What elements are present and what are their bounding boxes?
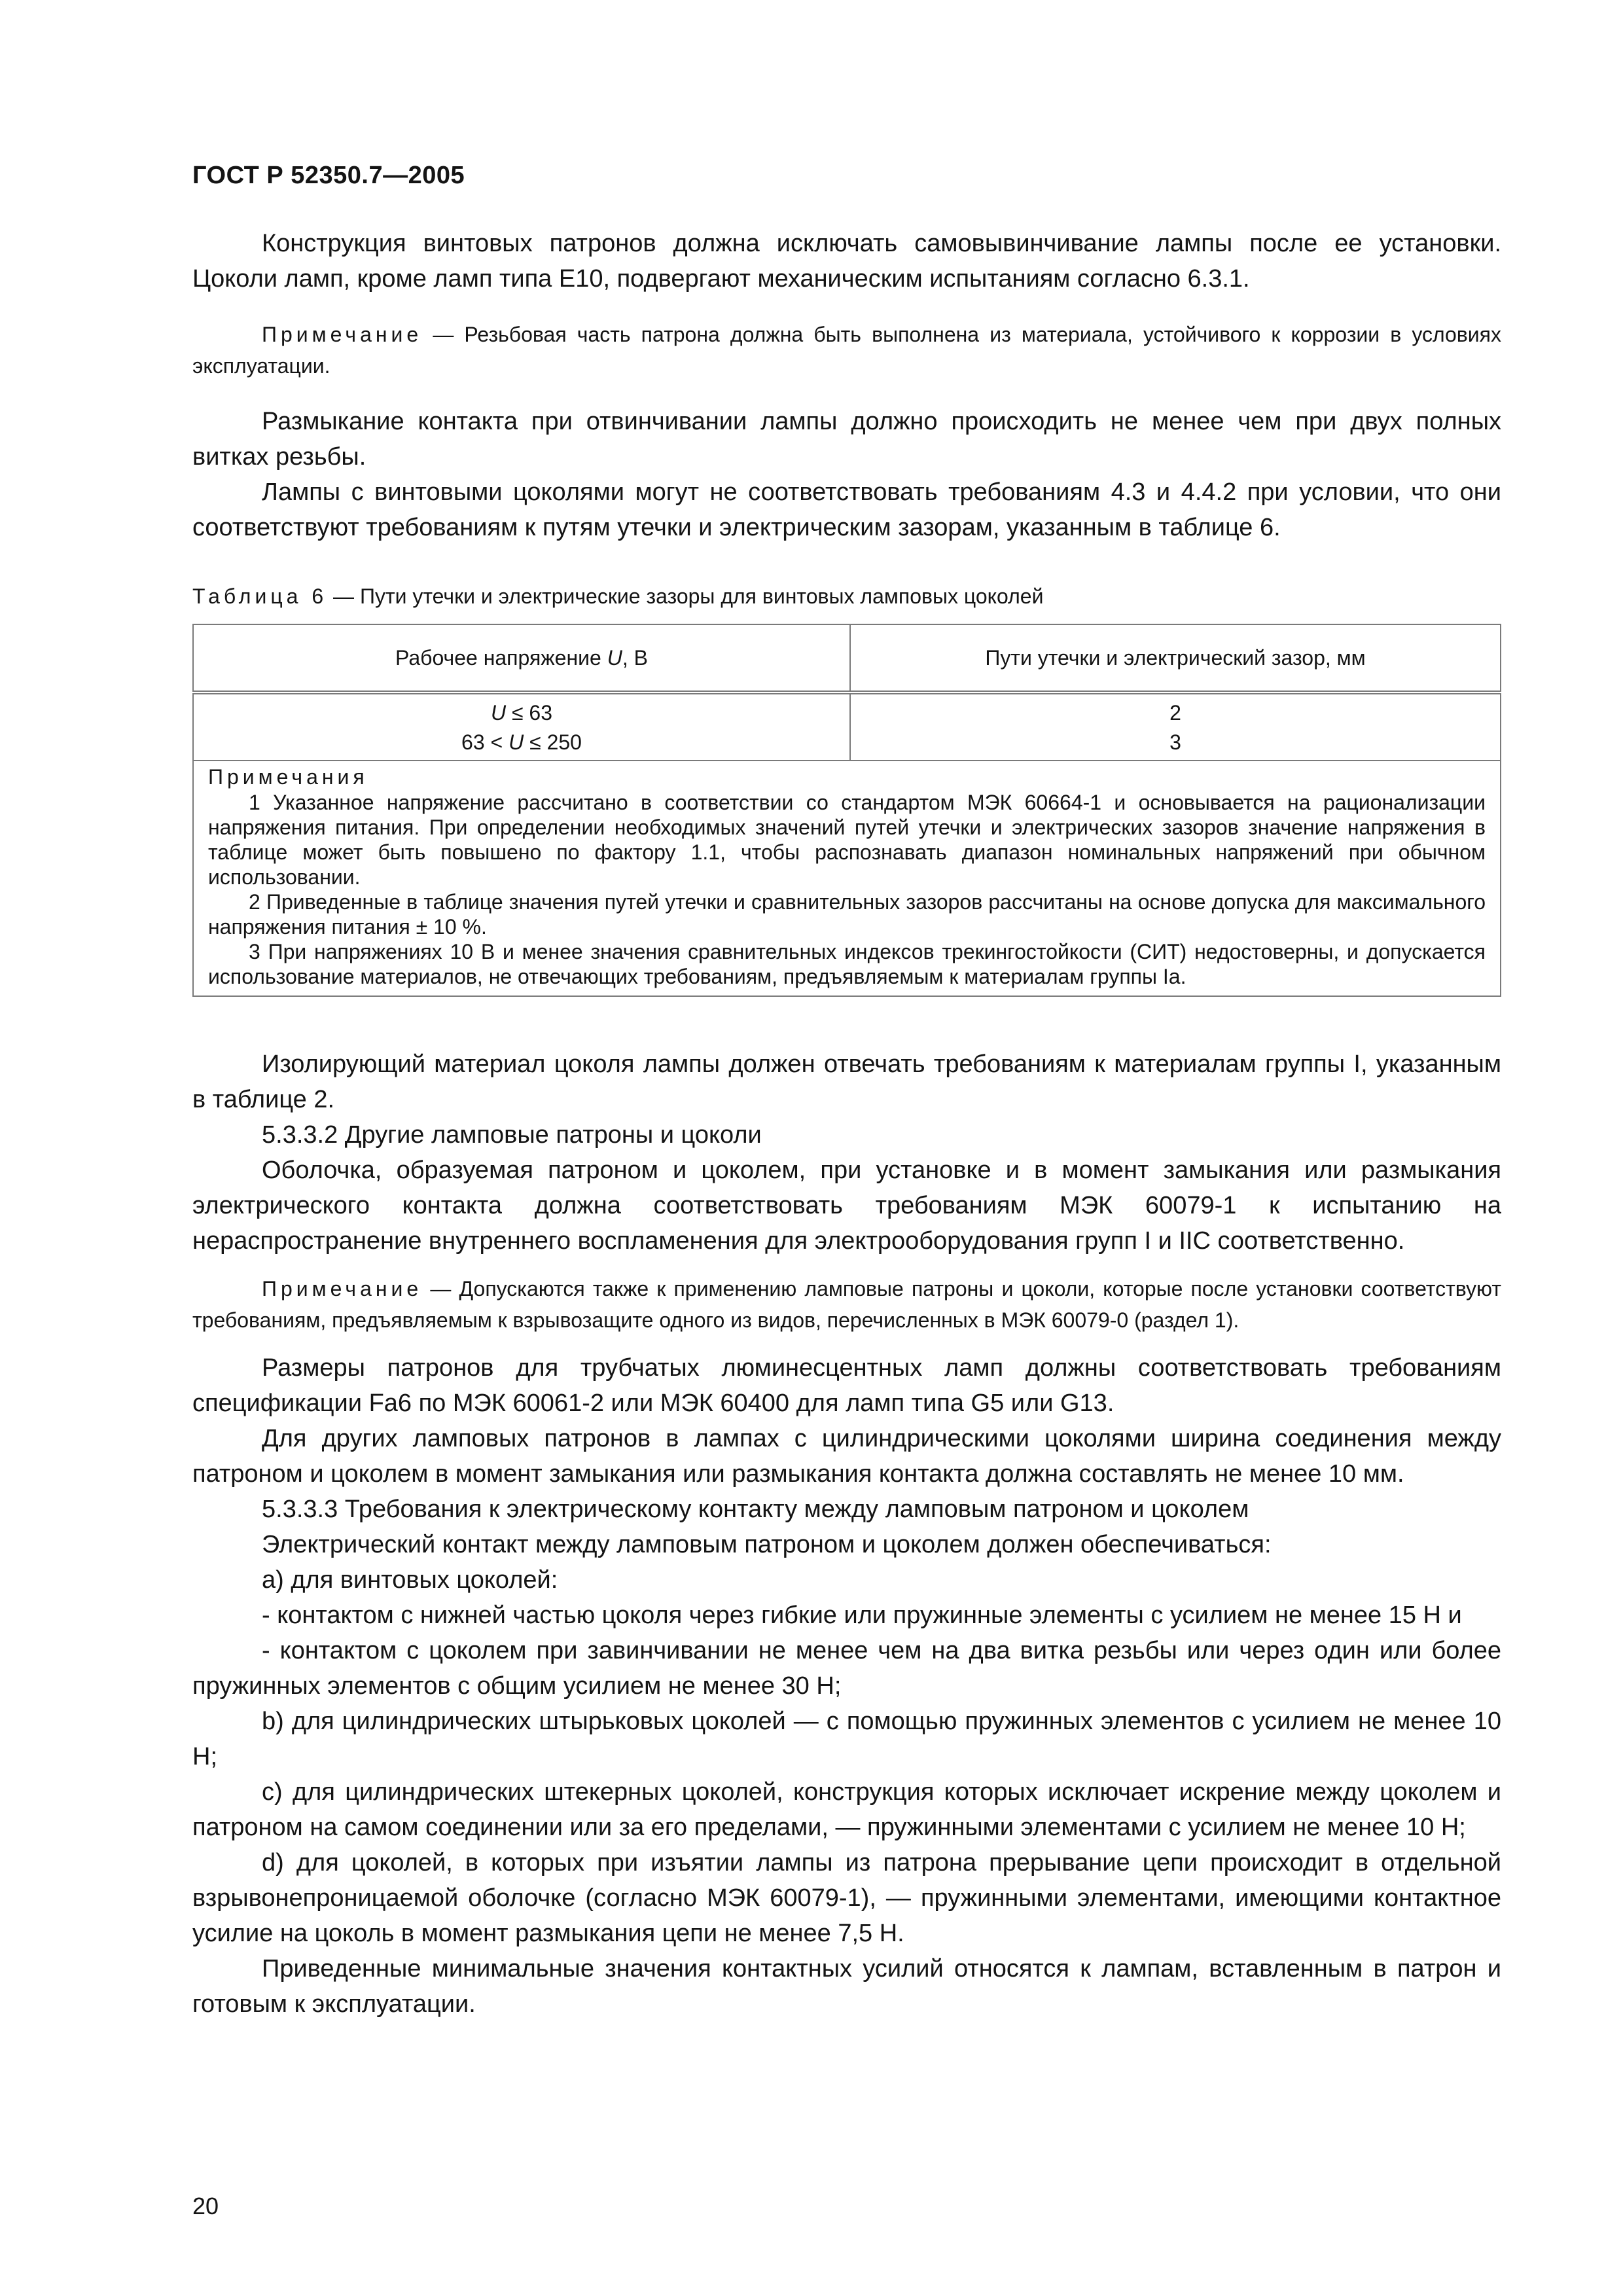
note — [192, 319, 1501, 382]
clearance-value: 3 — [1169, 730, 1181, 754]
table-notes-row — [193, 761, 1501, 996]
note-text: — Резьбовая часть патрона должна быть выполнена из материала, устойчивого к коррозии в условиях эксплуатации. — [192, 323, 1501, 378]
column-header-voltage: Рабочее напряжение U, В — [193, 624, 850, 692]
paragraph: Конструкция винтовых патронов должна исключать самовывинчивание лампы после ее установки. Цоколи ламп, кроме ламп типа Е10, подвергают механическим испытаниям согласно 6.3.1. — [192, 230, 1501, 293]
table-6 — [192, 624, 1501, 997]
list-item: - контактом с цоколем при завинчивании не менее чем на два витка резьбы или через один или более пружинных элементов с общим усилием не менее 30 Н; — [192, 1637, 1501, 1700]
note — [192, 1273, 1501, 1336]
page-body — [192, 226, 1501, 2022]
note-label: Примечание — [262, 323, 423, 346]
paragraph: Изолирующий материал цоколя лампы должен отвечать требованиям к материалам группы I, указанным в таблице 2. — [192, 1050, 1501, 1113]
table-notes — [193, 761, 1501, 996]
paragraph: Лампы с винтовыми цоколями могут не соответствовать требованиям 4.3 и 4.4.2 при условии, что они соответствуют требованиям к путям утечки и электрическим зазорам, указанным в таблице 6. — [192, 478, 1501, 541]
clearance-cell — [850, 692, 1501, 761]
voltage-value: U ≤ 63 — [490, 701, 553, 725]
list-item: с) для цилиндрических штекерных цоколей, конструкция которых исключает искрение между цоколем и патроном на самом соединении или за его пределами, — пружинными элементами с усилием не менее 10 Н; — [192, 1778, 1501, 1841]
paragraph: Электрический контакт между ламповым патроном и цоколем должен обеспечиваться: — [262, 1531, 1272, 1558]
list-item: b) для цилиндрических штырьковых цоколей — с помощью пружинных элементов с усилием не менее 10 Н; — [192, 1708, 1501, 1770]
clearance-value: 2 — [1169, 701, 1181, 725]
note-label: Примечание — [262, 1277, 423, 1300]
list-item: - контактом с нижней частью цоколя через гибкие или пружинные элементы с усилием не менее 15 Н и — [262, 1602, 1462, 1629]
column-header-clearance: Пути утечки и электрический зазор, мм — [850, 624, 1501, 692]
paragraph: Для других ламповых патронов в лампах с цилиндрическими цоколями ширина соединения между патроном и цоколем в момент замыкания или размыкания контакта должна составлять не менее 10 мм. — [192, 1425, 1501, 1488]
paragraph: Размыкание контакта при отвинчивании лампы должно происходить не менее чем при двух полных витках резьбы. — [192, 408, 1501, 471]
page-number: 20 — [192, 2193, 219, 2219]
table-note: 1 Указанное напряжение рассчитано в соответствии со стандартом МЭК 60664-1 и основывается на рационализации напряжения питания. При определении необходимых значений путей утечки и электрических зазоров значение напряжения в таблице может быть повышено по фактору 1.1, чтобы распознавать диапазон номинальных напряжений при обычном использовании. — [208, 791, 1486, 889]
table-data-row — [193, 692, 1501, 761]
table-note: 3 При напряжениях 10 В и менее значения сравнительных индексов трекингостойкости (СИТ) недостоверны, и допускается использование материалов, не отвечающих требованиям, предъявляемым к материалам группы Ia. — [208, 940, 1486, 988]
table-caption-text: — Пути утечки и электрические зазоры для винтовых ламповых цоколей — [327, 584, 1044, 608]
list-item: а) для винтовых цоколей: — [262, 1566, 558, 1594]
paragraph: Размеры патронов для трубчатых люминесцентных ламп должны соответствовать требованиям спецификации Fa6 по МЭК 60061-2 или МЭК 60400 для ламп типа G5 или G13. — [192, 1354, 1501, 1417]
section-heading: 5.3.3.3 Требования к электрическому контакту между ламповым патроном и цоколем — [262, 1496, 1249, 1523]
document-header: ГОСТ Р 52350.7—2005 — [192, 162, 465, 189]
notes-title: Примечания — [208, 765, 368, 789]
voltage-value: 63 < U ≤ 250 — [461, 730, 582, 754]
paragraph: Оболочка, образуемая патроном и цоколем, при установке и в момент замыкания или размыкания электрического контакта должна соответствовать требованиям МЭК 60079-1 к испытанию на нераспространение внутреннего воспламенения для электрооборудования групп I и IIC соответственно. — [192, 1157, 1501, 1255]
note-text: — Допускаются также к применению ламповые патроны и цоколи, которые после установки соответствуют требованиям, предъявляемым к взрывозащите одного из видов, перечисленных в МЭК 60079-0 (раздел 1). — [192, 1277, 1501, 1332]
paragraph: Приведенные минимальные значения контактных усилий относятся к лампам, вставленным в патрон и готовым к эксплуатации. — [192, 1955, 1501, 2018]
section-heading: 5.3.3.2 Другие ламповые патроны и цоколи — [262, 1121, 762, 1149]
table-header-row — [193, 624, 1501, 692]
list-item: d) для цоколей, в которых при изъятии лампы из патрона прерывание цепи происходит в отдельной взрывонепроницаемой оболочке (согласно МЭК 60079-1), — пружинными элементами, имеющими контактное усилие на цоколь в момент размыкания цепи не менее 7,5 Н. — [192, 1849, 1501, 1947]
table-note: 2 Приведенные в таблице значения путей утечки и сравнительных зазоров рассчитаны на основе допуска для максимального напряжения питания ± 10 %. — [208, 890, 1486, 939]
voltage-cell — [193, 692, 850, 761]
table-caption-label: Таблица 6 — [192, 584, 328, 608]
table-caption — [192, 581, 1501, 612]
